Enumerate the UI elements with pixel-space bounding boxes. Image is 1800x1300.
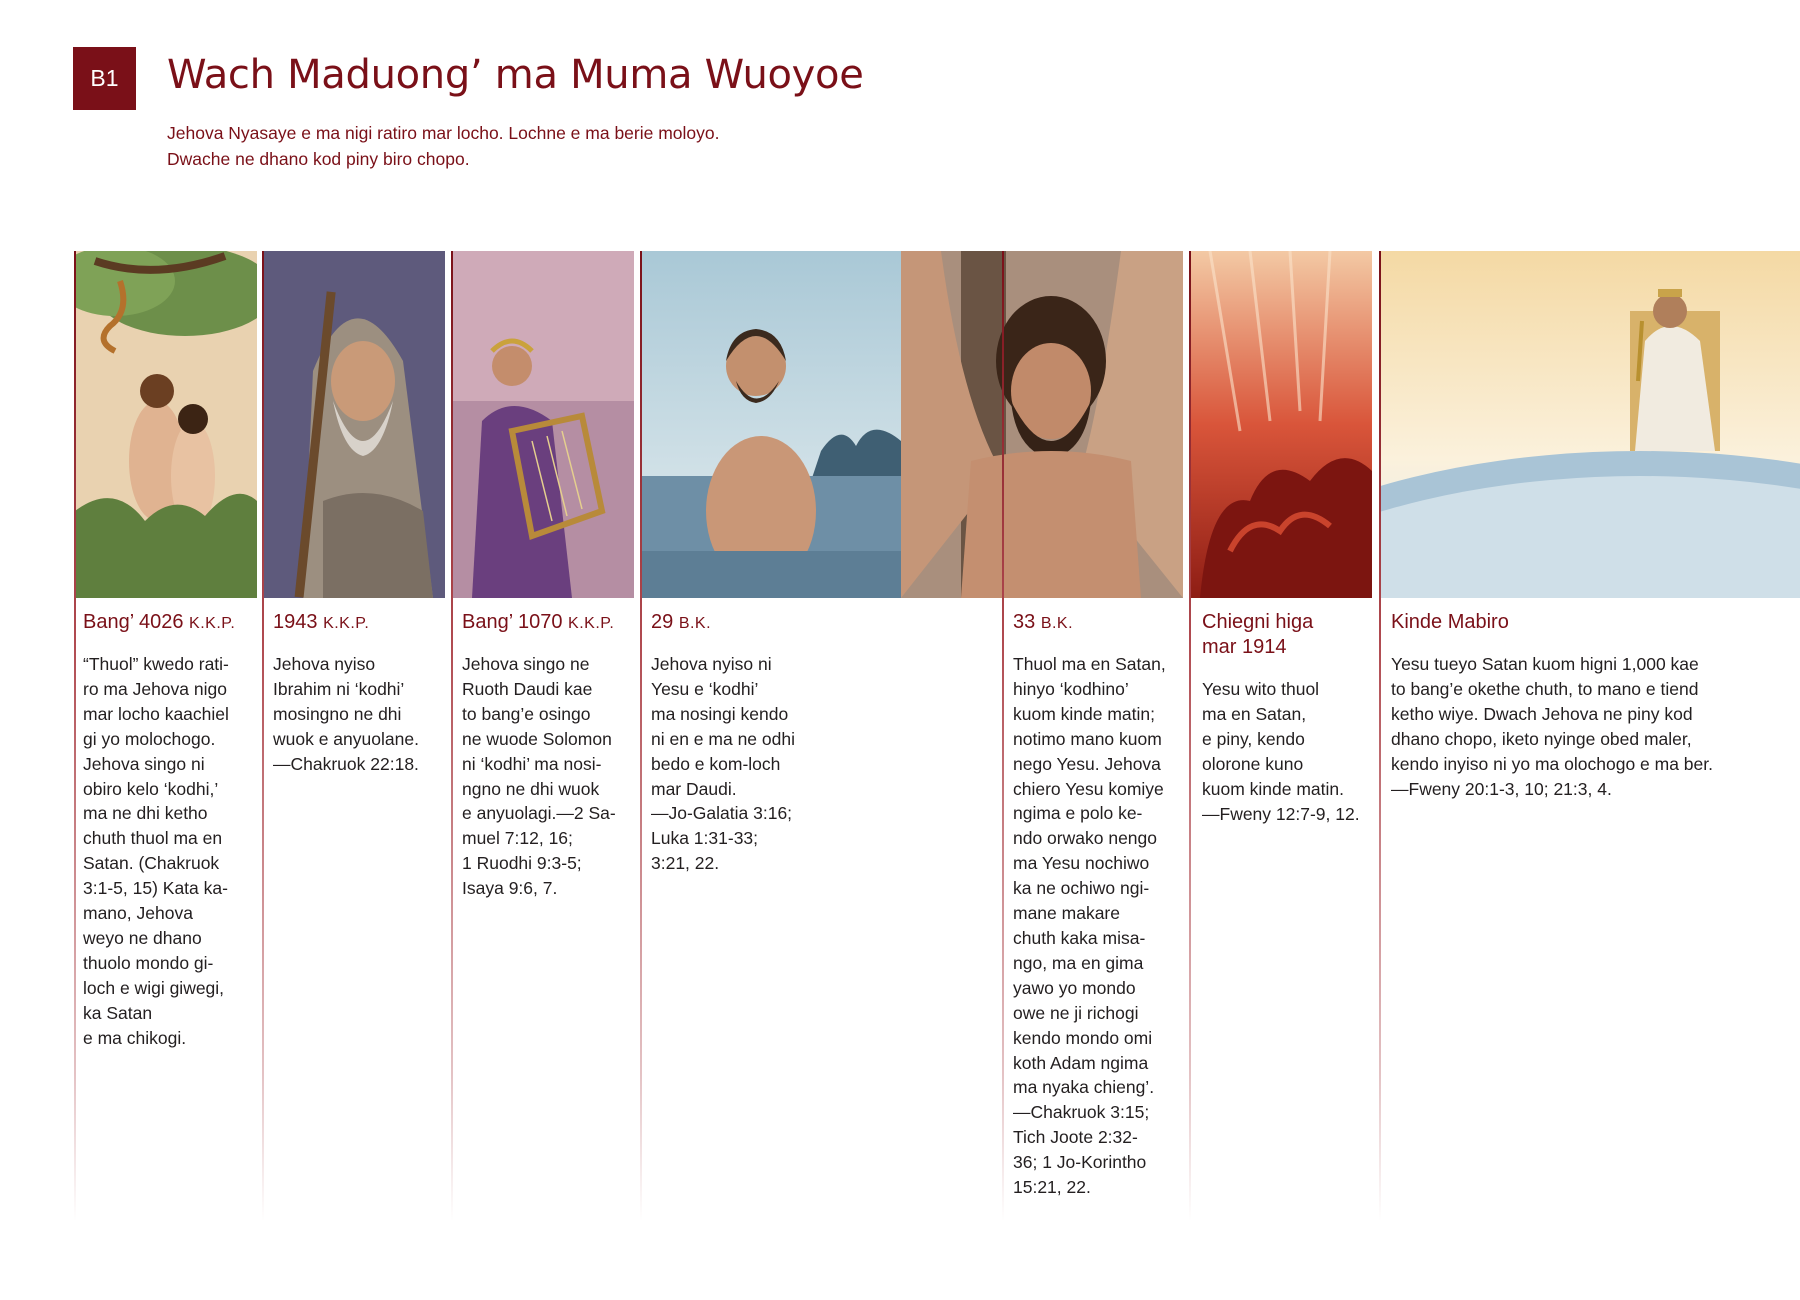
timeline-entry-2 <box>273 598 445 777</box>
timeline-rule-6 <box>1189 251 1191 1221</box>
entry-date: Bang’ 1070 K.K.P. <box>462 611 615 633</box>
entry-text: Jehova singo ne Ruoth Daudi kae to bang’e osingo ne wuode Solomon ni ‘kodhi’ ma nosi- ngno ne dhi wuok e anyuolagi.—2 Sa- muel 7:12, 16; 1 Ruodhi 9:3-5; Isaya 9:6, 7. <box>462 654 616 899</box>
jesus-stake-illustration <box>901 251 1183 598</box>
timeline-entry-7 <box>1391 598 1791 801</box>
timeline-entry-3 <box>462 598 637 901</box>
subtitle-line-1: Jehova Nyasaye e ma nigi ratiro mar locho. Lochne e ma berie moloyo. <box>167 123 720 143</box>
entry-text: Jehova nyiso Ibrahim ni ‘kodhi’ mosingno ne dhi wuok e anyuolane. —Chakruok 22:18. <box>273 654 419 774</box>
entry-text: Thuol ma en Satan, hinyo ‘kodhino’ kuom kinde matin; notimo mano kuom nego Yesu. Jehova chiero Yesu komiye ngima e polo ke- ndo orwako nengo ma Yesu nochiwo ka ne ochiwo ngi- mane makare chuth kaka misa- ngo, ma en gima yawo yo mondo owe ne ji richogi kendo mondo omi koth Adam ngima ma nyaka chieng’. —Chakruok 3:15; Tich Joote 2:32- 36; 1 Jo-Korintho 15:21, 22. <box>1013 654 1166 1198</box>
entry-date: Kinde Mabiro <box>1391 611 1509 633</box>
entry-text: Yesu tueyo Satan kuom higni 1,000 kae to bang’e okethe chuth, to mano e tiend ketho wiye. Dwach Jehova ne piny kod dhano chopo, iketo nyinge obed maler, kendo inyiso ni yo ma olochogo e ma ber. —Fweny 20:1-3, 10; 21:3, 4. <box>1391 654 1713 799</box>
section-badge: B1 <box>73 47 136 110</box>
entry-text: Jehova nyiso ni Yesu e ‘kodhi’ ma nosingi kendo ni en e ma ne odhi bedo e kom-loch mar Daudi. —Jo-Galatia 3:16; Luka 1:31-33; 3:21, 22. <box>651 654 795 874</box>
entry-text: “Thuol” kwedo rati- ro ma Jehova nigo mar locho kaachiel gi yo molochogo. Jehova singo ni obiro kelo ‘kodhi,’ ma ne dhi ketho chuth thuol ma en Satan. (Chakruok 3:1-5, 15) Kata ka- mano, Jehova weyo ne dhano thuolo mondo gi- loch e wigi giwegi, ka Satan e ma chikogi. <box>83 654 229 1048</box>
timeline-rule-4 <box>640 251 642 1221</box>
timeline-rule-2 <box>262 251 264 1221</box>
timeline-entry-1 <box>83 598 255 1051</box>
page-title: Wach Maduong’ ma Muma Wuoyoe <box>167 52 864 98</box>
jesus-baptism-illustration <box>641 251 901 598</box>
david-harp-illustration <box>452 251 634 598</box>
entry-date: Chiegni higa mar 1914 <box>1202 611 1314 658</box>
entry-date: 29 B.K. <box>651 611 712 633</box>
jesus-king-throne-illustration <box>1380 251 1800 598</box>
timeline-rule-5 <box>1002 251 1004 1221</box>
timeline-entry-6 <box>1202 598 1374 826</box>
subtitle-line-2: Dwache ne dhano kod piny biro chopo. <box>167 149 470 169</box>
timeline-entry-4 <box>651 598 851 876</box>
timeline-rule-1 <box>74 251 76 1221</box>
entry-date: Bang’ 4026 K.K.P. <box>83 611 236 633</box>
abraham-illustration <box>263 251 445 598</box>
entry-date: 33 B.K. <box>1013 611 1074 633</box>
page-subtitle <box>167 120 867 172</box>
timeline-rule-3 <box>451 251 453 1221</box>
timeline-entry-5 <box>1013 598 1185 1200</box>
entry-date: 1943 K.K.P. <box>273 611 370 633</box>
serpent-garden-illustration <box>75 251 257 598</box>
entry-text: Yesu wito thuol ma en Satan, e piny, kendo olorone kuno kuom kinde matin. —Fweny 12:7-9, 12. <box>1202 679 1360 824</box>
timeline-rule-7 <box>1379 251 1381 1221</box>
satan-cast-down-illustration <box>1190 251 1372 598</box>
